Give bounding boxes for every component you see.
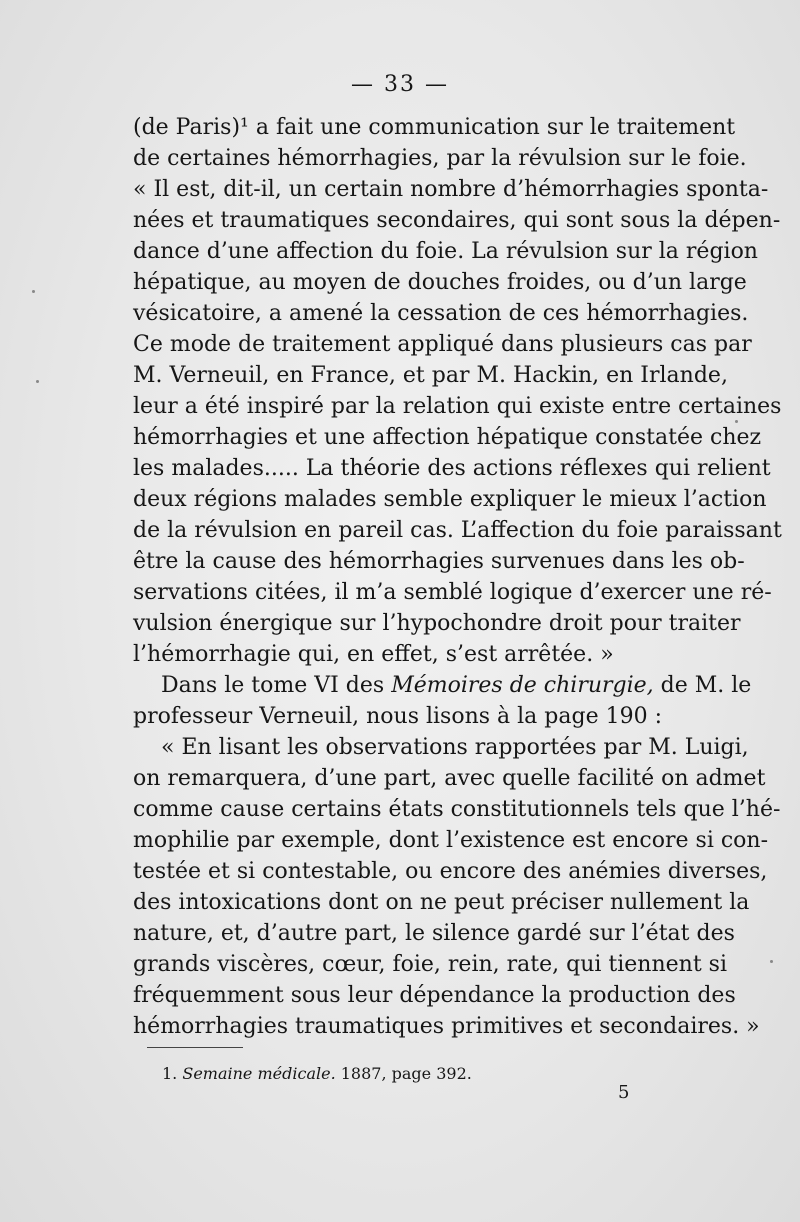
text-line: les malades..... La théorie des actions réflexes qui relient: [133, 456, 771, 481]
footnote-source: Semaine médicale.: [182, 1064, 336, 1083]
text-line: grands viscères, cœur, foie, rein, rate, qui tiennent si: [133, 952, 727, 977]
text-line: deux régions malades semble expliquer le mieux l’action: [133, 487, 767, 512]
text-line: de la révulsion en pareil cas. L’affection du foie paraissant: [133, 518, 782, 543]
text-line: leur a été inspiré par la relation qui existe entre certaines: [133, 394, 782, 419]
text-line: l’hémorrhagie qui, en effet, s’est arrêtée. »: [133, 642, 614, 667]
book-title: Mémoires de chirurgie,: [391, 673, 654, 698]
text-line: dance d’une affection du foie. La révulsion sur la région: [133, 239, 758, 264]
paragraph-with-title: [133, 670, 752, 701]
text-line: être la cause des hémorrhagies survenues dans les ob-: [133, 549, 745, 574]
footnote-citation: 1887, page 392.: [335, 1064, 472, 1083]
text-line: Ce mode de traitement appliqué dans plusieurs cas par: [133, 332, 752, 357]
text-segment: de M. le: [653, 673, 752, 698]
main-text: [133, 112, 782, 1042]
text-line: servations citées, il m’a semblé logique d’exercer une ré-: [133, 580, 772, 605]
text-line: professeur Verneuil, nous lisons à la page 190 :: [133, 704, 662, 729]
text-line: hémorrhagies et une affection hépatique constatée chez: [133, 425, 762, 450]
text-line: testée et si contestable, ou encore des anémies diverses,: [133, 859, 768, 884]
text-line: hémorrhagies traumatiques primitives et secondaires. »: [133, 1014, 760, 1039]
text-line: « Il est, dit-il, un certain nombre d’hémorrhagies sponta-: [133, 177, 769, 202]
footnote-divider: [147, 1047, 243, 1048]
paper-speck: [770, 960, 773, 963]
text-line: nature, et, d’autre part, le silence gardé sur l’état des: [133, 921, 735, 946]
text-line: (de Paris)¹ a fait une communication sur le traitement: [133, 115, 736, 140]
footnote-number: 1.: [162, 1064, 178, 1083]
page-number: — 33 —: [351, 72, 449, 97]
text-line: de certaines hémorrhagies, par la révulsion sur le foie.: [133, 146, 747, 171]
text-line: mophilie par exemple, dont l’existence est encore si con-: [133, 828, 769, 853]
text-line: nées et traumatiques secondaires, qui sont sous la dépen-: [133, 208, 781, 233]
text-line: vulsion énergique sur l’hypochondre droit pour traiter: [133, 611, 741, 636]
text-line: comme cause certains états constitutionnels tels que l’hé-: [133, 797, 781, 822]
text-line: « En lisant les observations rapportées par M. Luigi,: [161, 735, 749, 760]
text-line: hépatique, au moyen de douches froides, ou d’un large: [133, 270, 747, 295]
paper-speck: [32, 290, 35, 293]
text-segment: Dans le tome VI des: [161, 673, 392, 698]
footnote: [162, 1063, 472, 1085]
text-line: vésicatoire, a amené la cessation de ces hémorrhagies.: [133, 301, 749, 326]
signature-mark: 5: [618, 1082, 630, 1103]
paper-speck: [735, 420, 738, 423]
paper-speck: [36, 380, 39, 383]
text-line: on remarquera, d’une part, avec quelle facilité on admet: [133, 766, 766, 791]
text-line: fréquemment sous leur dépendance la production des: [133, 983, 736, 1008]
text-line: des intoxications dont on ne peut préciser nullement la: [133, 890, 750, 915]
text-line: M. Verneuil, en France, et par M. Hackin, en Irlande,: [133, 363, 728, 388]
